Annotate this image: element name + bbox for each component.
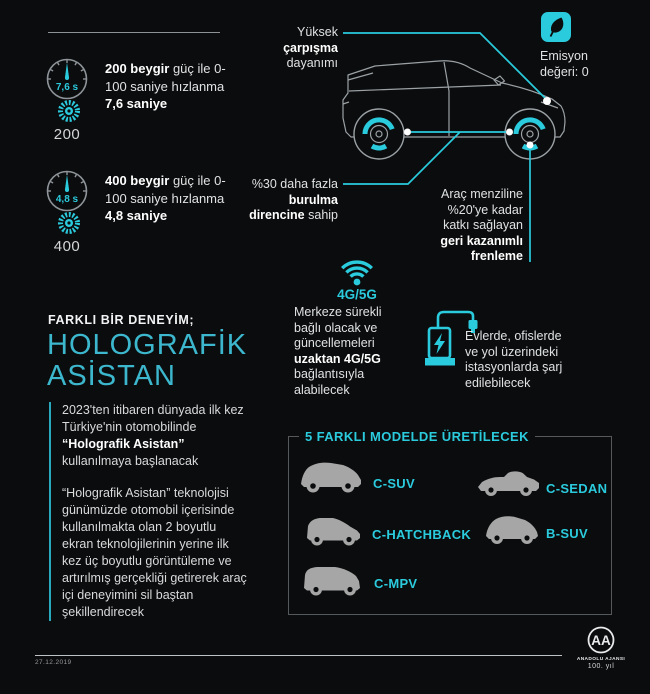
connector-dot	[506, 129, 513, 136]
charging-text: Evlerde, ofislerde ve yol üzerindeki istasyonlarda şarj edilebilecek	[465, 329, 563, 390]
date: 27.12.2019	[35, 659, 72, 666]
car-silhouette-icon	[299, 459, 363, 495]
car-silhouette-icon	[304, 513, 364, 547]
divider	[48, 32, 220, 33]
agency-initials: AA	[591, 633, 611, 648]
connector-dot	[527, 142, 534, 149]
gauge-value: 7,6 s	[55, 82, 79, 93]
paragraph-1: 2023'ten itibaren dünyada ilk kez Türkiye'nin otomobilinde “Holografik Asistan” kullanılmaya başlanacak	[62, 403, 244, 468]
car-silhouette-icon	[484, 512, 540, 546]
network-label: 4G/5G	[337, 287, 377, 302]
power-number: 400	[53, 238, 81, 255]
car-silhouette-icon	[477, 468, 541, 498]
connector-dot	[543, 97, 551, 105]
power-number: 200	[53, 126, 81, 143]
agency-name: ANADOLU AJANSI	[576, 657, 626, 662]
footer-divider	[35, 655, 562, 656]
wifi-icon	[337, 251, 377, 287]
connector-torsion	[343, 132, 460, 184]
connector-dot	[404, 129, 411, 136]
models-title: 5 FARKLI MODELDE ÜRETİLECEK	[299, 429, 535, 444]
model-label: B-SUV	[546, 526, 588, 541]
model-label: C-HATCHBACK	[372, 527, 472, 542]
model-label: C-SUV	[373, 476, 415, 491]
engine-sunburst-icon	[56, 210, 82, 236]
section-kicker: FARKLI BİR DENEYİM;	[48, 313, 195, 327]
section-title	[47, 330, 247, 392]
section-title-line1: HOLOGRAFİK	[47, 329, 248, 361]
model-label: C-SEDAN	[546, 481, 608, 496]
crash-resistance-label: Yüksek çarpışma dayanımı	[283, 25, 338, 70]
connector-crash	[343, 33, 547, 100]
aa-logo	[585, 626, 617, 656]
torsion-label: %30 daha fazla burulma direncine sahip	[249, 177, 338, 222]
emission-label: Emisyon değeri: 0	[540, 49, 589, 79]
regen-braking-label: Araç menziline %20'ye kadar katkı sağlayan geri kazanımlı frenleme	[440, 187, 523, 263]
spec-text: 200 beygir güç ile 0-100 saniye hızlanma 7,6 saniye	[105, 61, 226, 111]
section-title-line2: ASİSTAN	[47, 360, 176, 392]
agency-anniversary: 100. yıl	[587, 663, 615, 670]
engine-sunburst-icon	[56, 98, 82, 124]
spec-text: 400 beygir güç ile 0-100 saniye hızlanma 4,8 saniye	[105, 173, 226, 223]
gauge-value: 4,8 s	[55, 194, 79, 205]
section-paragraphs	[49, 402, 248, 621]
leaf-icon	[541, 12, 571, 42]
speedometer-icon	[44, 169, 90, 215]
car-silhouette-icon	[302, 563, 364, 596]
speedometer-icon	[44, 57, 90, 103]
paragraph-2: “Holografik Asistan” teknolojisi günümüzde otomobil içerisinde kullanılmakta olan 2 boyutlu ekran teknolojilerinin yerine ilk kez üç boyutlu görüntüleme ve artırılmış gerçekliği getirerek araç içi deneyimini sil baştan şekillendirecek	[62, 486, 247, 619]
model-label: C-MPV	[374, 576, 418, 591]
connectivity-text: Merkeze sürekli bağlı olacak ve güncellemeleri uzaktan 4G/5G bağlantısıyla alabilecek	[294, 305, 382, 397]
